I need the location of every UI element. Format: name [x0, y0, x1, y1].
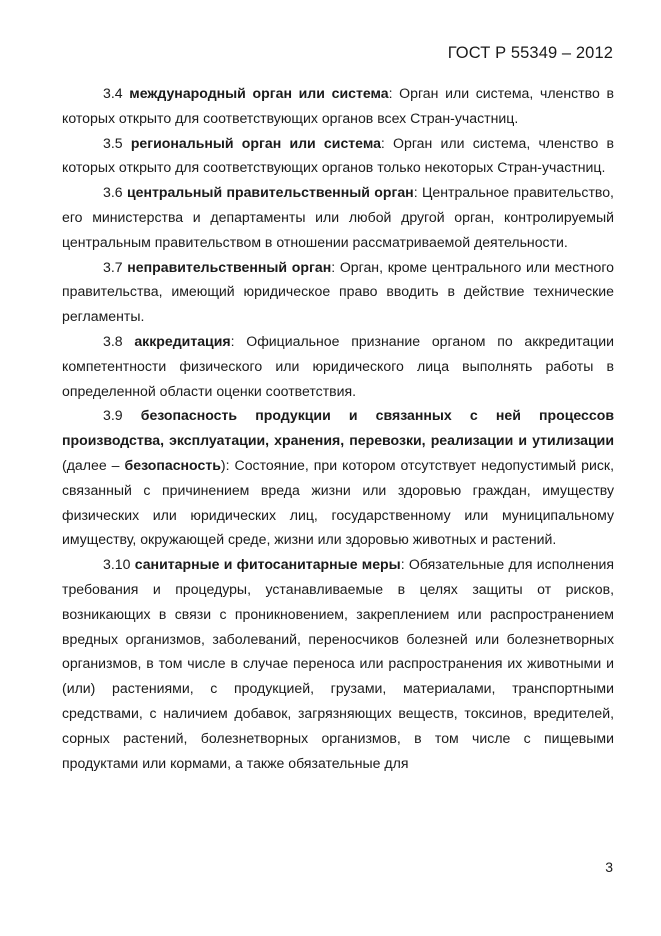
term-name: региональный орган или система [130, 134, 381, 151]
term-definition: : Центральное правительство, его министерства и департаменты или любой другой орган, контролируемый центральным правительством в отношении рассматриваемой деятельности. [62, 184, 614, 250]
term-number: 3.9 [103, 407, 123, 424]
term-number: 3.7 [103, 258, 123, 275]
term-name: безопасность продукции и связанных с ней процессов производства, эксплуатации, хранения, перевозки, реализации и утилизации [62, 407, 614, 449]
term-name: центральный правительственный орган [126, 184, 414, 201]
term-entry-3-7 [62, 255, 614, 329]
term-name: международный орган или система [129, 85, 389, 101]
term-definition: : Орган или система, членство в которых открыто для соответствующих органов только некоторых Стран-участниц. [62, 134, 615, 176]
term-entry-3-6 [62, 180, 614, 254]
standard-code: ГОСТ Р 55349 – 2012 [447, 44, 613, 62]
term-entry-3-10 [62, 552, 614, 775]
term-entry-3-9 [62, 403, 614, 552]
term-number: 3.8 [103, 332, 123, 349]
term-definition: ): Состояние, при котором отсутствует недопустимый риск, связанный с причинением вреда жизни или здоровью граждан, имуществу физических или юридических лиц, государственному или муниципальному имуществу, окружающей среде, жизни или здоровью животных и растений. [62, 456, 614, 548]
document-body [62, 81, 614, 775]
term-entry-3-5 [62, 131, 614, 181]
term-name: санитарные и фитосанитарные меры [134, 556, 401, 573]
term-name: аккредитация [134, 332, 231, 349]
term-definition: : Орган или система, членство в которых открыто для соответствующих органов всех Стран-участниц. [62, 85, 614, 126]
term-definition: : Орган, кроме центрального или местного правительства, имеющий юридическое право вводить в действие технические регламенты. [62, 258, 614, 325]
term-note-open: (далее – [62, 456, 125, 473]
term-name: неправительственный орган [127, 258, 332, 275]
term-number: 3.5 [103, 134, 123, 151]
term-entry-3-8 [62, 329, 614, 403]
term-number: 3.6 [103, 184, 123, 201]
term-entry-3-4 [62, 81, 614, 131]
term-definition: : Обязательные для исполнения требования и процедуры, устанавливаемые в целях защиты от рисков, возникающих в связи с проникновением, закреплением или распространением вредных организмов, заболеваний, переносчиков болезней или болезнетворных организмов, в том числе в случае переноса или распространения их животными и (или) растениями, с продукцией, грузами, материалами, транспортными средствами, с наличием добавок, загрязняющих веществ, токсинов, вредителей, сорных растений, болезнетворных организмов, в том числе с пищевыми продуктами или кормами, а также обязательные для [62, 556, 615, 771]
term-number: 3.10 [103, 556, 131, 573]
term-number: 3.4 [103, 85, 123, 101]
term-definition: : Официальное признание органом по аккредитации компетентности физического или юридического лица выполнять работы в определенной области оценки соответствия. [62, 332, 614, 399]
page-number: 3 [605, 859, 613, 875]
document-header [448, 44, 613, 63]
term-short-name: безопасность [124, 456, 221, 473]
